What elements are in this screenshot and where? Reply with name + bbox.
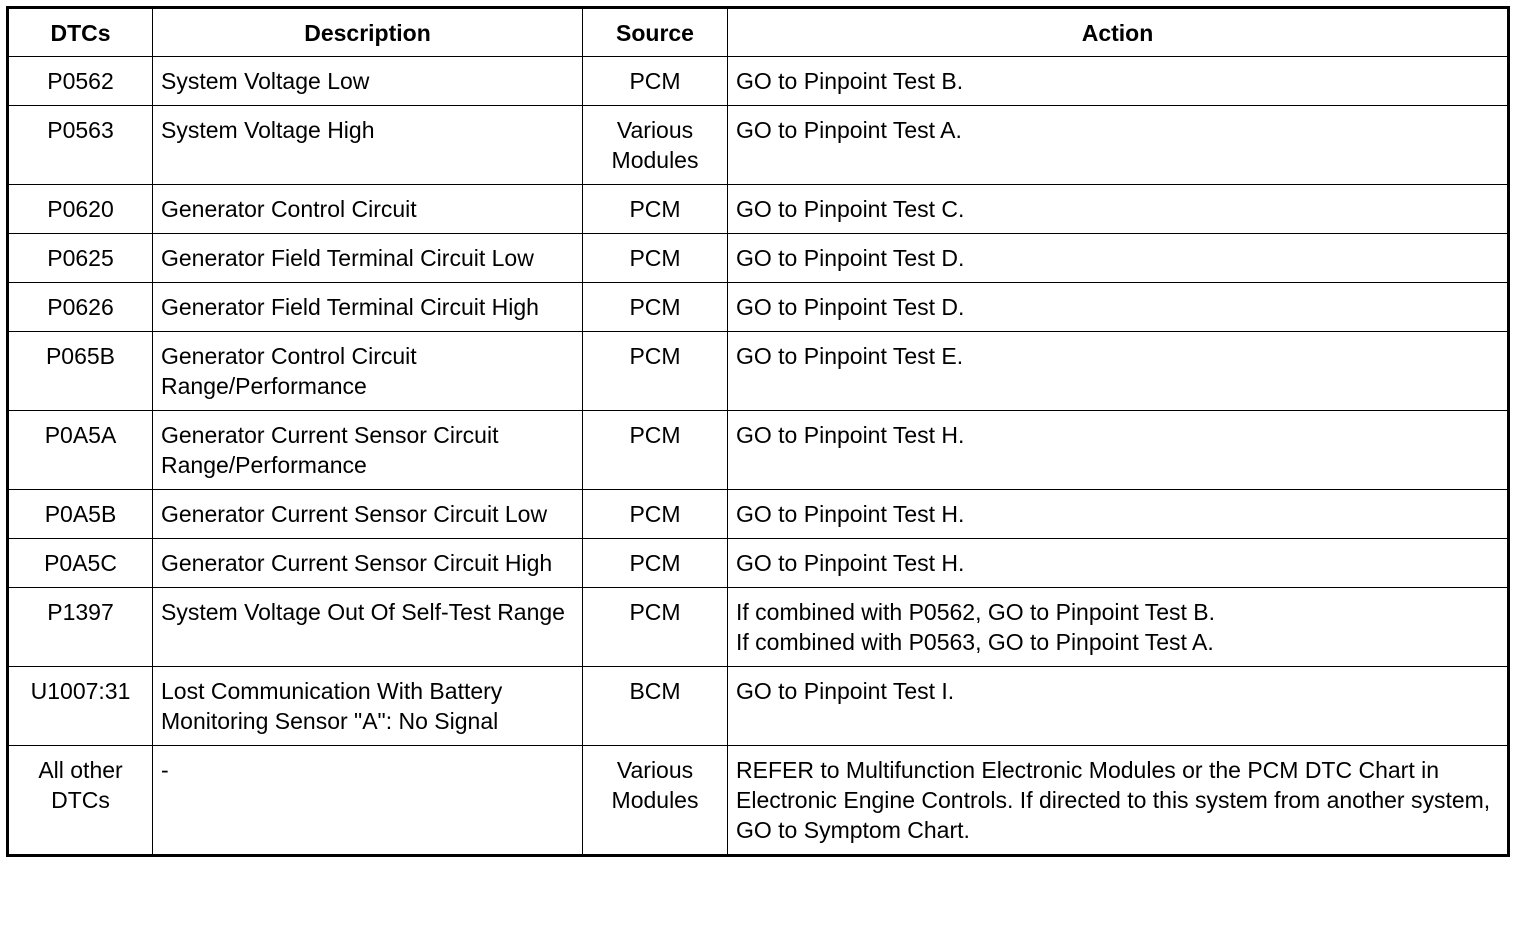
dtc-code: P0A5B [8, 490, 153, 539]
dtc-description: Generator Current Sensor Circuit Range/Performance [153, 411, 583, 490]
dtc-description: System Voltage Low [153, 57, 583, 106]
dtc-description: Lost Communication With Battery Monitoring Sensor "A": No Signal [153, 667, 583, 746]
dtc-code: P0625 [8, 234, 153, 283]
dtc-code: P065B [8, 332, 153, 411]
dtc-source: PCM [583, 588, 728, 667]
dtc-description: - [153, 746, 583, 856]
table-row [8, 106, 1509, 185]
dtc-code: P0620 [8, 185, 153, 234]
table-row [8, 588, 1509, 667]
dtc-source: PCM [583, 234, 728, 283]
dtc-action: GO to Pinpoint Test E. [728, 332, 1509, 411]
table-row [8, 746, 1509, 856]
dtc-description: Generator Field Terminal Circuit High [153, 283, 583, 332]
header-dtcs: DTCs [8, 8, 153, 57]
dtc-action: GO to Pinpoint Test H. [728, 411, 1509, 490]
dtc-source: BCM [583, 667, 728, 746]
header-action: Action [728, 8, 1509, 57]
table-row [8, 411, 1509, 490]
dtc-source: Various Modules [583, 106, 728, 185]
dtc-source: PCM [583, 185, 728, 234]
dtc-source: PCM [583, 490, 728, 539]
table-row [8, 539, 1509, 588]
dtc-source: PCM [583, 332, 728, 411]
dtc-source: PCM [583, 539, 728, 588]
dtc-description: Generator Field Terminal Circuit Low [153, 234, 583, 283]
dtc-action: GO to Pinpoint Test H. [728, 490, 1509, 539]
dtc-description: Generator Current Sensor Circuit Low [153, 490, 583, 539]
dtc-code: P0626 [8, 283, 153, 332]
dtc-action-line: If combined with P0562, GO to Pinpoint Test B. [736, 599, 1216, 625]
dtc-action: GO to Pinpoint Test D. [728, 283, 1509, 332]
dtc-code: U1007:31 [8, 667, 153, 746]
dtc-description: Generator Control Circuit [153, 185, 583, 234]
table-row [8, 234, 1509, 283]
dtc-code: P0A5C [8, 539, 153, 588]
dtc-description: System Voltage Out Of Self-Test Range [153, 588, 583, 667]
dtc-table-container [6, 6, 1510, 857]
dtc-description: Generator Control Circuit Range/Performance [153, 332, 583, 411]
dtc-source: PCM [583, 411, 728, 490]
dtc-code: P0562 [8, 57, 153, 106]
dtc-action: REFER to Multifunction Electronic Modules or the PCM DTC Chart in Electronic Engine Controls. If directed to this system from another system, GO to Symptom Chart. [728, 746, 1509, 856]
dtc-action: GO to Pinpoint Test D. [728, 234, 1509, 283]
dtc-code: All other DTCs [8, 746, 153, 856]
dtc-code: P0A5A [8, 411, 153, 490]
table-row [8, 490, 1509, 539]
dtc-description: Generator Current Sensor Circuit High [153, 539, 583, 588]
table-row [8, 283, 1509, 332]
table-row [8, 667, 1509, 746]
table-row [8, 332, 1509, 411]
dtc-action [728, 588, 1509, 667]
dtc-source: Various Modules [583, 746, 728, 856]
table-row [8, 185, 1509, 234]
dtc-action: GO to Pinpoint Test A. [728, 106, 1509, 185]
dtc-table [6, 6, 1510, 857]
dtc-source: PCM [583, 57, 728, 106]
dtc-action: GO to Pinpoint Test I. [728, 667, 1509, 746]
dtc-description: System Voltage High [153, 106, 583, 185]
dtc-action: GO to Pinpoint Test C. [728, 185, 1509, 234]
dtc-code: P1397 [8, 588, 153, 667]
table-header-row [8, 8, 1509, 57]
dtc-source: PCM [583, 283, 728, 332]
dtc-action-line: If combined with P0563, GO to Pinpoint Test A. [736, 629, 1214, 655]
table-row [8, 57, 1509, 106]
dtc-code: P0563 [8, 106, 153, 185]
dtc-action: GO to Pinpoint Test B. [728, 57, 1509, 106]
header-description: Description [153, 8, 583, 57]
header-source: Source [583, 8, 728, 57]
dtc-action: GO to Pinpoint Test H. [728, 539, 1509, 588]
